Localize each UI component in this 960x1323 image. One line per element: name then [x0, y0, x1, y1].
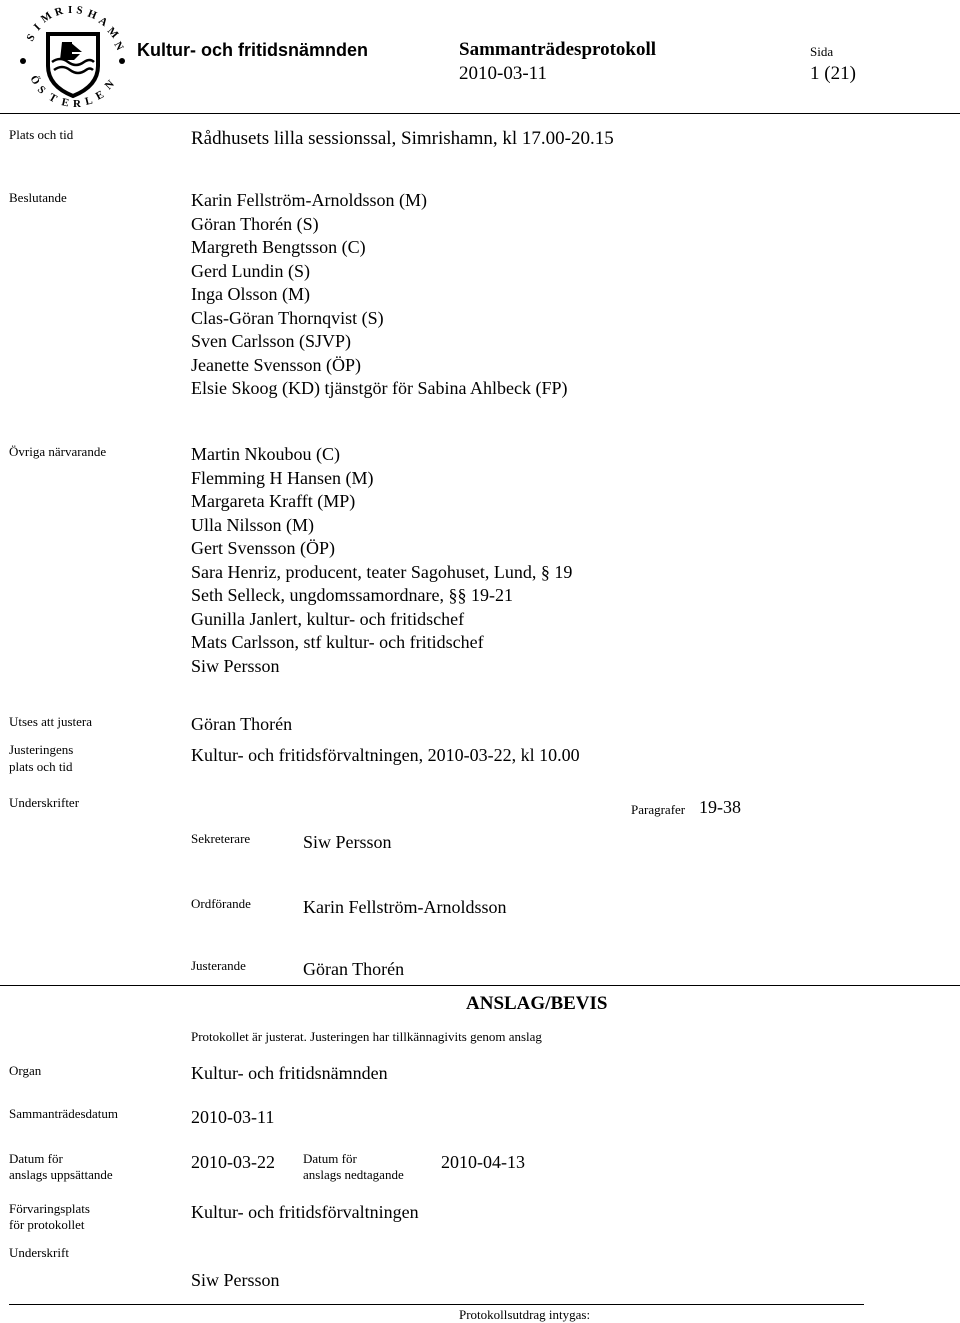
- signature-line: [9, 1304, 864, 1305]
- nedtagande-label-1: Datum för: [303, 1151, 357, 1166]
- svg-text:A: A: [96, 14, 110, 30]
- list-item: Inga Olsson (M): [191, 284, 310, 304]
- svg-text:L: L: [83, 94, 94, 108]
- svg-text:I: I: [31, 21, 44, 34]
- forvaring-label-1: Förvaringsplats: [9, 1201, 90, 1216]
- list-item: Gert Svensson (ÖP): [191, 538, 335, 558]
- svg-text:N: N: [102, 78, 117, 93]
- list-item: Clas-Göran Thornqvist (S): [191, 307, 384, 328]
- committee-name: Kultur- och fritidsnämnden: [137, 40, 368, 60]
- svg-text:M: M: [38, 9, 55, 26]
- nedtagande-label-2: anslags nedtagande: [303, 1167, 404, 1182]
- ordforande-label: Ordförande: [191, 896, 251, 911]
- svg-text:H: H: [85, 7, 99, 22]
- uppsattande-value: 2010-03-22: [191, 1152, 275, 1172]
- list-item: Jeanette Svensson (ÖP): [191, 354, 361, 375]
- list-item: Siw Persson: [191, 655, 280, 676]
- anslag-title: ANSLAG/BEVIS: [466, 993, 608, 1014]
- svg-text:T: T: [46, 91, 59, 106]
- organ-label: Organ: [9, 1063, 42, 1078]
- svg-text:M: M: [104, 24, 121, 41]
- list-item: Margareta Krafft (MP): [191, 491, 356, 511]
- svg-text:N: N: [111, 39, 126, 53]
- sammantradesdatum-value: 2010-03-11: [191, 1107, 275, 1127]
- uppsattande-label-2: anslags uppsättande: [9, 1167, 113, 1182]
- utses-label: Utses att justera: [9, 714, 93, 729]
- svg-text:I: I: [68, 4, 73, 16]
- svg-text:R: R: [73, 98, 81, 110]
- justering-place-label-2: plats och tid: [9, 759, 73, 774]
- svg-text:E: E: [60, 96, 71, 110]
- list-item: Sara Henriz, producent, teater Sagohuset, Lund, § 19: [191, 561, 573, 582]
- header-date: 2010-03-11: [459, 63, 547, 84]
- underskrift-label: Underskrift: [9, 1245, 69, 1260]
- document-type: Sammanträdesprotokoll: [459, 39, 657, 60]
- utses-value: Göran Thorén: [191, 714, 293, 734]
- list-item: Mats Carlsson, stf kultur- och fritidschef: [191, 632, 484, 652]
- section-divider: [0, 985, 960, 986]
- list-item: Gerd Lundin (S): [191, 260, 310, 281]
- nedtagande-value: 2010-04-13: [441, 1152, 525, 1172]
- paragrafer-value: 19-38: [699, 797, 741, 817]
- place-value: Rådhusets lilla sessionssal, Simrishamn, kl 17.00-20.15: [191, 128, 614, 149]
- list-item: Ulla Nilsson (M): [191, 514, 314, 535]
- ovriga-list: [191, 443, 572, 678]
- list-item: Göran Thorén (S): [191, 213, 319, 234]
- justering-place-label-1: Justeringens: [9, 742, 74, 757]
- svg-text:S: S: [34, 83, 48, 97]
- beslutande-label: Beslutande: [9, 190, 67, 205]
- list-item: Sven Carlsson (SJVP): [191, 331, 352, 351]
- list-item: Martin Nkoubou (C): [191, 444, 340, 464]
- forvaring-value: Kultur- och fritidsförvaltningen: [191, 1202, 419, 1222]
- underskrift-value: Siw Persson: [191, 1270, 280, 1290]
- page-label: Sida: [810, 44, 834, 59]
- municipality-logo: [18, 4, 130, 116]
- sammantradesdatum-label: Sammanträdesdatum: [9, 1106, 119, 1121]
- list-item: Gunilla Janlert, kultur- och fritidschef: [191, 608, 465, 629]
- intygas-label: Protokollsutdrag intygas:: [459, 1307, 591, 1322]
- justerande-label: Justerande: [191, 958, 246, 973]
- underskrifter-label: Underskrifter: [9, 795, 80, 810]
- svg-text:Ö: Ö: [27, 73, 43, 87]
- ordforande-value: Karin Fellström-Arnoldsson: [303, 897, 507, 917]
- svg-text:S: S: [75, 4, 84, 18]
- organ-value: Kultur- och fritidsnämnden: [191, 1063, 388, 1083]
- svg-text:E: E: [93, 88, 106, 103]
- justerande-value: Göran Thorén: [303, 959, 405, 979]
- forvaring-label-2: för protokollet: [9, 1217, 85, 1232]
- list-item: Seth Selleck, ungdomssamordnare, §§ 19-21: [191, 585, 513, 605]
- svg-text:S: S: [24, 32, 38, 44]
- anslag-note: Protokollet är justerat. Justeringen har tillkännagivits genom anslag: [191, 1029, 542, 1044]
- paragrafer-label: Paragrafer: [631, 802, 686, 817]
- header-divider: [0, 113, 960, 114]
- list-item: Elsie Skoog (KD) tjänstgör för Sabina Ahlbeck (FP): [191, 378, 568, 398]
- ovriga-label: Övriga närvarande: [9, 444, 107, 459]
- beslutande-list: [191, 189, 567, 401]
- svg-text:R: R: [53, 4, 65, 19]
- page-number: 1 (21): [810, 63, 856, 84]
- place-label: Plats och tid: [9, 127, 74, 142]
- uppsattande-label-1: Datum för: [9, 1151, 63, 1166]
- justering-place-value: Kultur- och fritidsförvaltningen, 2010-03-22, kl 10.00: [191, 745, 580, 765]
- list-item: Karin Fellström-Arnoldsson (M): [191, 190, 427, 210]
- sekreterare-label: Sekreterare: [191, 831, 251, 846]
- list-item: Margreth Bengtsson (C): [191, 237, 366, 257]
- list-item: Flemming H Hansen (M): [191, 467, 374, 488]
- sekreterare-value: Siw Persson: [303, 832, 392, 852]
